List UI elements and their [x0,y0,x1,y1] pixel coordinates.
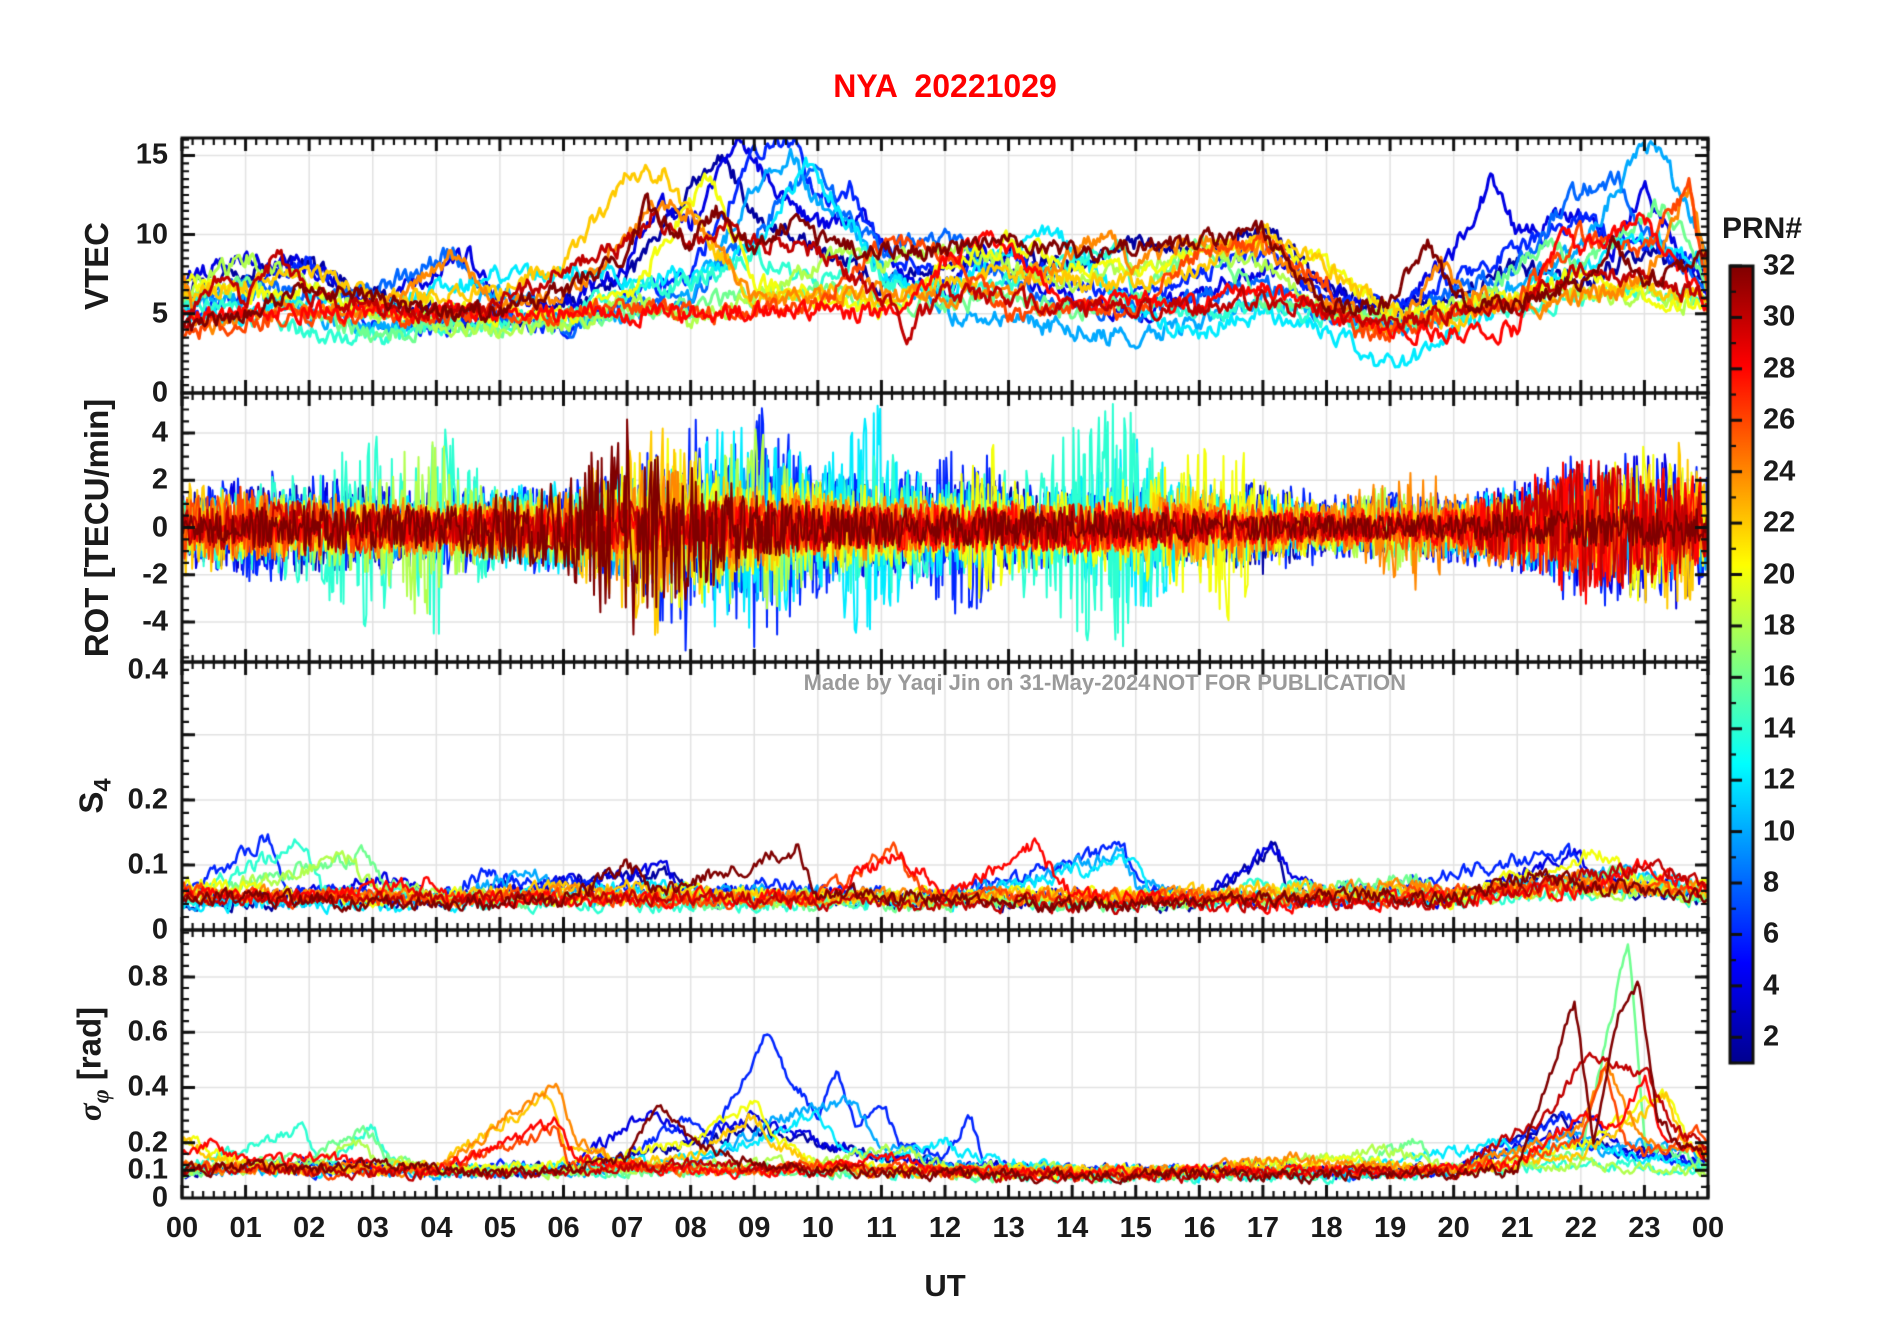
tick-label: 06 [547,1212,580,1244]
tick-label: 2 [1763,1020,1780,1053]
tick-label: 0.2 [127,1126,168,1159]
tick-label: 04 [420,1212,453,1244]
tick-label: 28 [1763,352,1796,385]
tick-label: 11 [866,1212,897,1244]
tick-label: 08 [674,1212,707,1244]
tick-label: 09 [738,1212,771,1244]
tick-label: 22 [1763,506,1796,539]
tick-label: 0 [151,913,168,946]
tick-label: 20 [1437,1212,1470,1244]
tick-label: 12 [1763,763,1796,796]
tick-label: 22 [1564,1212,1597,1244]
tick-label: 02 [293,1212,326,1244]
tick-label: 12 [928,1212,962,1244]
tick-label: 13 [992,1212,1025,1244]
phi-subscript: φ [88,1089,115,1104]
tick-label: 0.2 [127,783,168,816]
tick-label: 0.6 [127,1015,168,1048]
tick-label: 10 [801,1212,834,1244]
tick-label: 00 [165,1212,199,1244]
tick-label: 23 [1628,1212,1661,1244]
tick-label: 0.4 [127,653,168,686]
tick-label: 0.1 [127,1153,168,1186]
tick-label: 0.1 [127,848,168,881]
tick-label: 0.4 [127,1070,168,1103]
sigma-symbol: σ [72,1103,109,1122]
tick-label: 4 [1763,969,1780,1002]
tick-label: 18 [1310,1212,1343,1244]
tick-label: 19 [1373,1212,1407,1244]
tick-label: 00 [1691,1212,1725,1244]
tick-label: 15 [1119,1212,1152,1244]
tick-label: 21 [1501,1212,1534,1244]
tick-label: 01 [229,1212,262,1244]
sigma-phi-axis-label [71,1007,116,1121]
tick-label: 32 [1763,249,1796,282]
tick-label: 0 [151,511,168,543]
tick-label: 07 [610,1212,644,1244]
vtec-axis-label [78,222,116,310]
tick-label: 10 [1763,815,1796,848]
tick-label: 0 [151,376,168,409]
tick-label: 16 [1763,660,1796,693]
tick-label: 03 [356,1212,389,1244]
axis-label-text: ROT [TECU/min] [78,398,115,658]
tick-label: -4 [142,605,168,638]
tick-label: 18 [1763,609,1796,642]
tick-label: 10 [135,218,168,251]
tick-label: 0.8 [127,960,168,993]
watermark-credit: Made by Yaqi Jin on 31-May-2024 [803,670,1151,695]
tick-label: 0 [151,1181,168,1214]
tick-label: 8 [1763,866,1780,899]
tick-label: -2 [142,558,168,591]
rot-axis-label [78,399,116,657]
tick-label: 26 [1763,403,1796,436]
tick-label: 14 [1056,1212,1089,1244]
watermark-notice: NOT FOR PUBLICATION [1152,670,1406,695]
tick-label: 05 [483,1212,517,1244]
tick-label: 17 [1246,1212,1280,1244]
tick-label: 15 [135,138,168,171]
tick-label: 2 [151,463,168,496]
tick-label: 4 [151,416,168,449]
tick-label: 14 [1763,712,1796,745]
axis-label-text: S [72,791,110,814]
axis-label-subscript: 4 [89,778,117,792]
tick-label: 20 [1763,558,1796,591]
x-axis-label: UT [924,1268,966,1303]
s4-axis-label [73,778,118,813]
tick-label: 16 [1183,1212,1216,1244]
chart-title: NYA 20221029 [833,68,1057,104]
tick-label: 24 [1763,455,1796,488]
colorbar-title: PRN# [1722,212,1803,245]
axis-label-unit: [rad] [70,1006,108,1090]
tick-label: 30 [1763,300,1796,333]
tick-label: 5 [151,297,168,330]
tick-label: 6 [1763,917,1780,950]
axis-label-text: VTEC [78,221,115,311]
